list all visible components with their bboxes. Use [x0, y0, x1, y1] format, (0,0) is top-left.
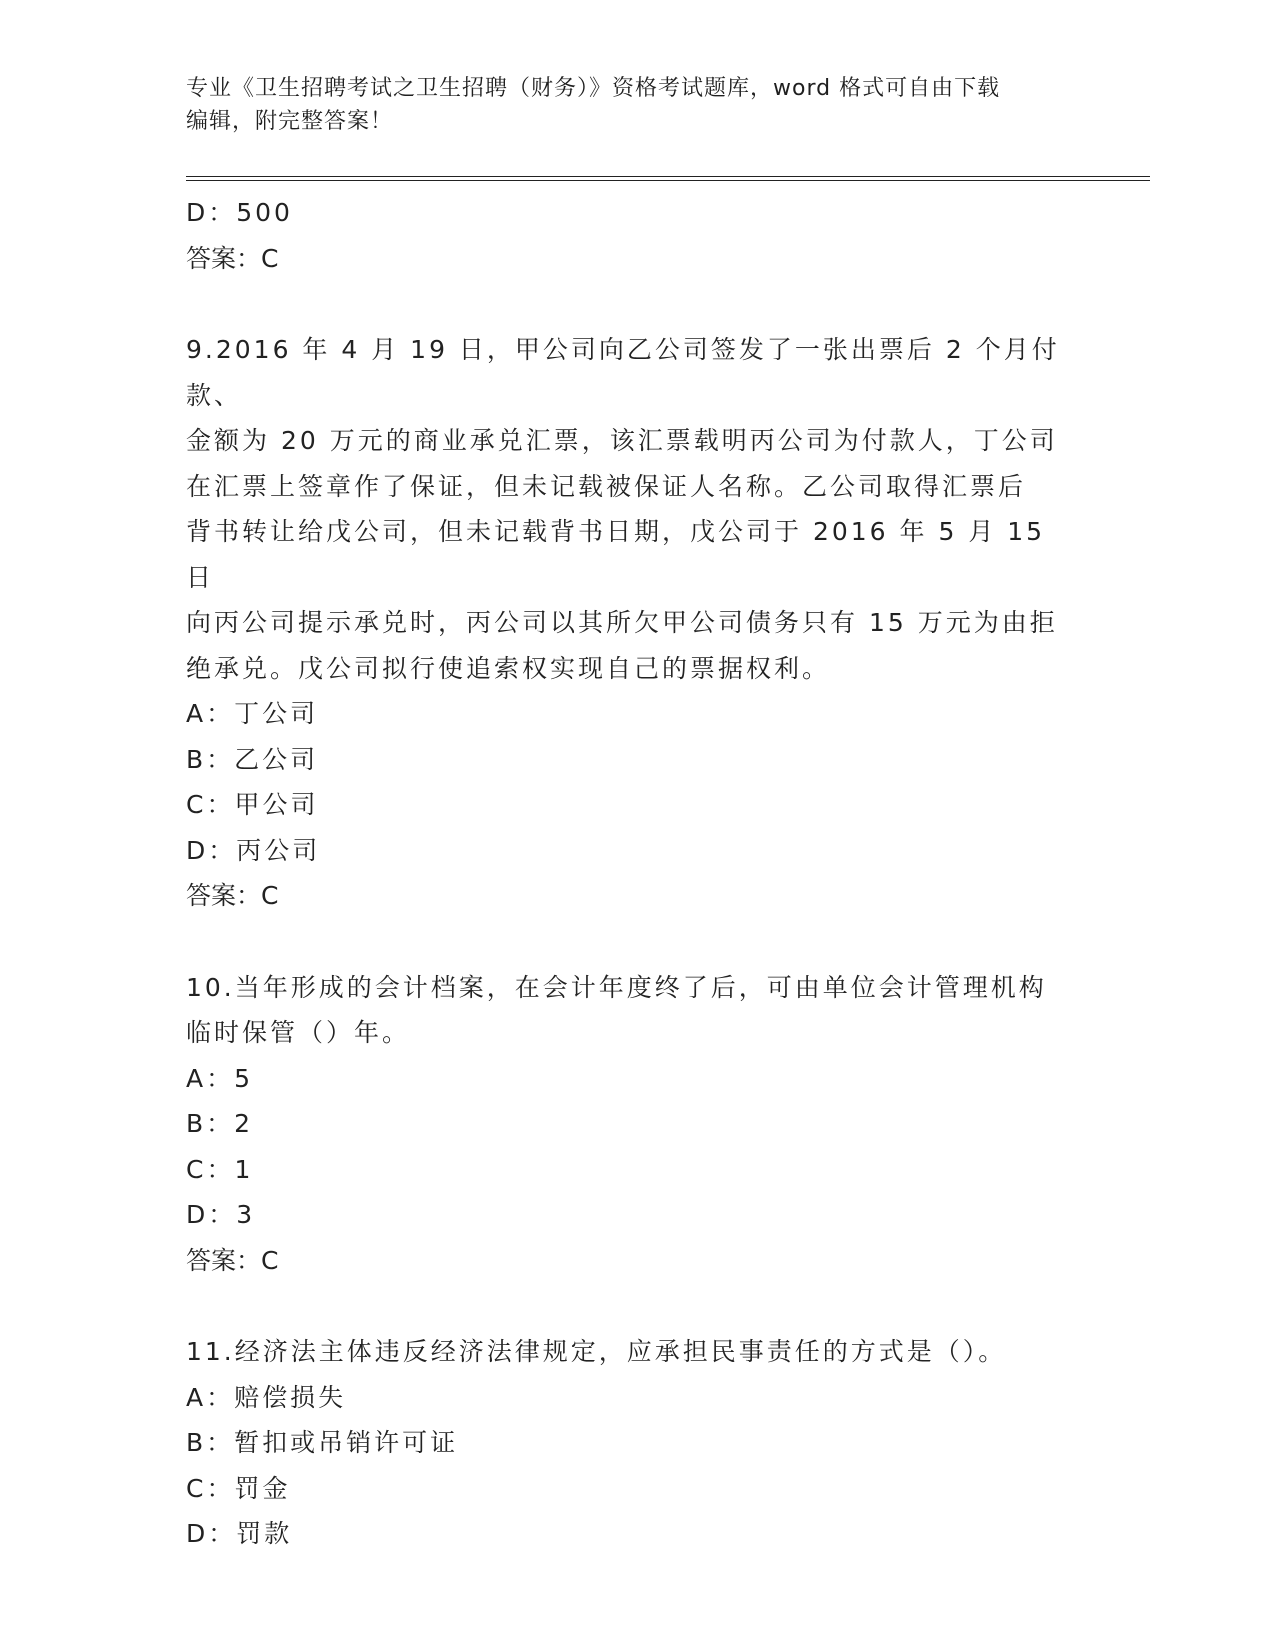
- spacer: [186, 1283, 1066, 1329]
- prev-option-d: D：500: [186, 198, 293, 227]
- option-a: A：赔偿损失: [186, 1382, 347, 1412]
- question-text-line: 在汇票上签章作了保证，但未记载被保证人名称。乙公司取得汇票后: [186, 471, 1027, 501]
- option-a: A：5: [186, 1063, 254, 1093]
- option-c: C：甲公司: [186, 790, 319, 819]
- question-11: [186, 1329, 1066, 1557]
- spacer: [186, 281, 1066, 327]
- question-text-line: 临时保管（）年。: [186, 1018, 411, 1047]
- option-a: A：丁公司: [186, 699, 319, 728]
- option-d: D：3: [186, 1200, 256, 1229]
- option-c: C：罚金: [186, 1473, 291, 1503]
- question-9: [186, 327, 1066, 919]
- question-text-line: 9.2016 年 4 月 19 日，甲公司向乙公司签发了一张出票后 2 个月付款、: [186, 335, 1060, 410]
- answer: 答案：C: [186, 1245, 279, 1275]
- spacer: [186, 919, 1066, 965]
- header-line-1: 专业《卫生招聘考试之卫生招聘（财务）》资格考试题库，word 格式可自由下载: [186, 76, 1001, 101]
- header-rule-bottom: [186, 180, 1150, 181]
- header-line-2: 编辑，附完整答案！: [186, 109, 394, 134]
- question-text-line: 10.当年形成的会计档案，在会计年度终了后，可由单位会计管理机构: [186, 972, 1047, 1002]
- question-10: [186, 965, 1066, 1284]
- document-body: [186, 190, 1066, 1557]
- option-d: D：罚款: [186, 1519, 293, 1548]
- document-header: [186, 72, 1066, 138]
- option-b: B：乙公司: [186, 744, 319, 774]
- option-d: D：丙公司: [186, 835, 321, 865]
- question-text-line: 11.经济法主体违反经济法律规定，应承担民事责任的方式是（）。: [186, 1337, 1007, 1366]
- question-text-line: 向丙公司提示承兑时，丙公司以其所欠甲公司债务只有 15 万元为由拒: [186, 608, 1058, 637]
- header-rule-top: [186, 176, 1150, 177]
- option-c: C：1: [186, 1154, 254, 1184]
- question-text-line: 绝承兑。戊公司拟行使追索权实现自己的票据权利。: [186, 653, 831, 683]
- answer: 答案：C: [186, 881, 279, 910]
- question-text-line: 金额为 20 万元的商业承兑汇票，该汇票载明丙公司为付款人，丁公司: [186, 426, 1058, 455]
- prev-answer: 答案：C: [186, 243, 279, 273]
- option-b: B：2: [186, 1109, 254, 1138]
- question-text-line: 背书转让给戊公司，但未记载背书日期，戊公司于 2016 年 5 月 15 日: [186, 517, 1046, 592]
- option-b: B：暂扣或吊销许可证: [186, 1428, 459, 1457]
